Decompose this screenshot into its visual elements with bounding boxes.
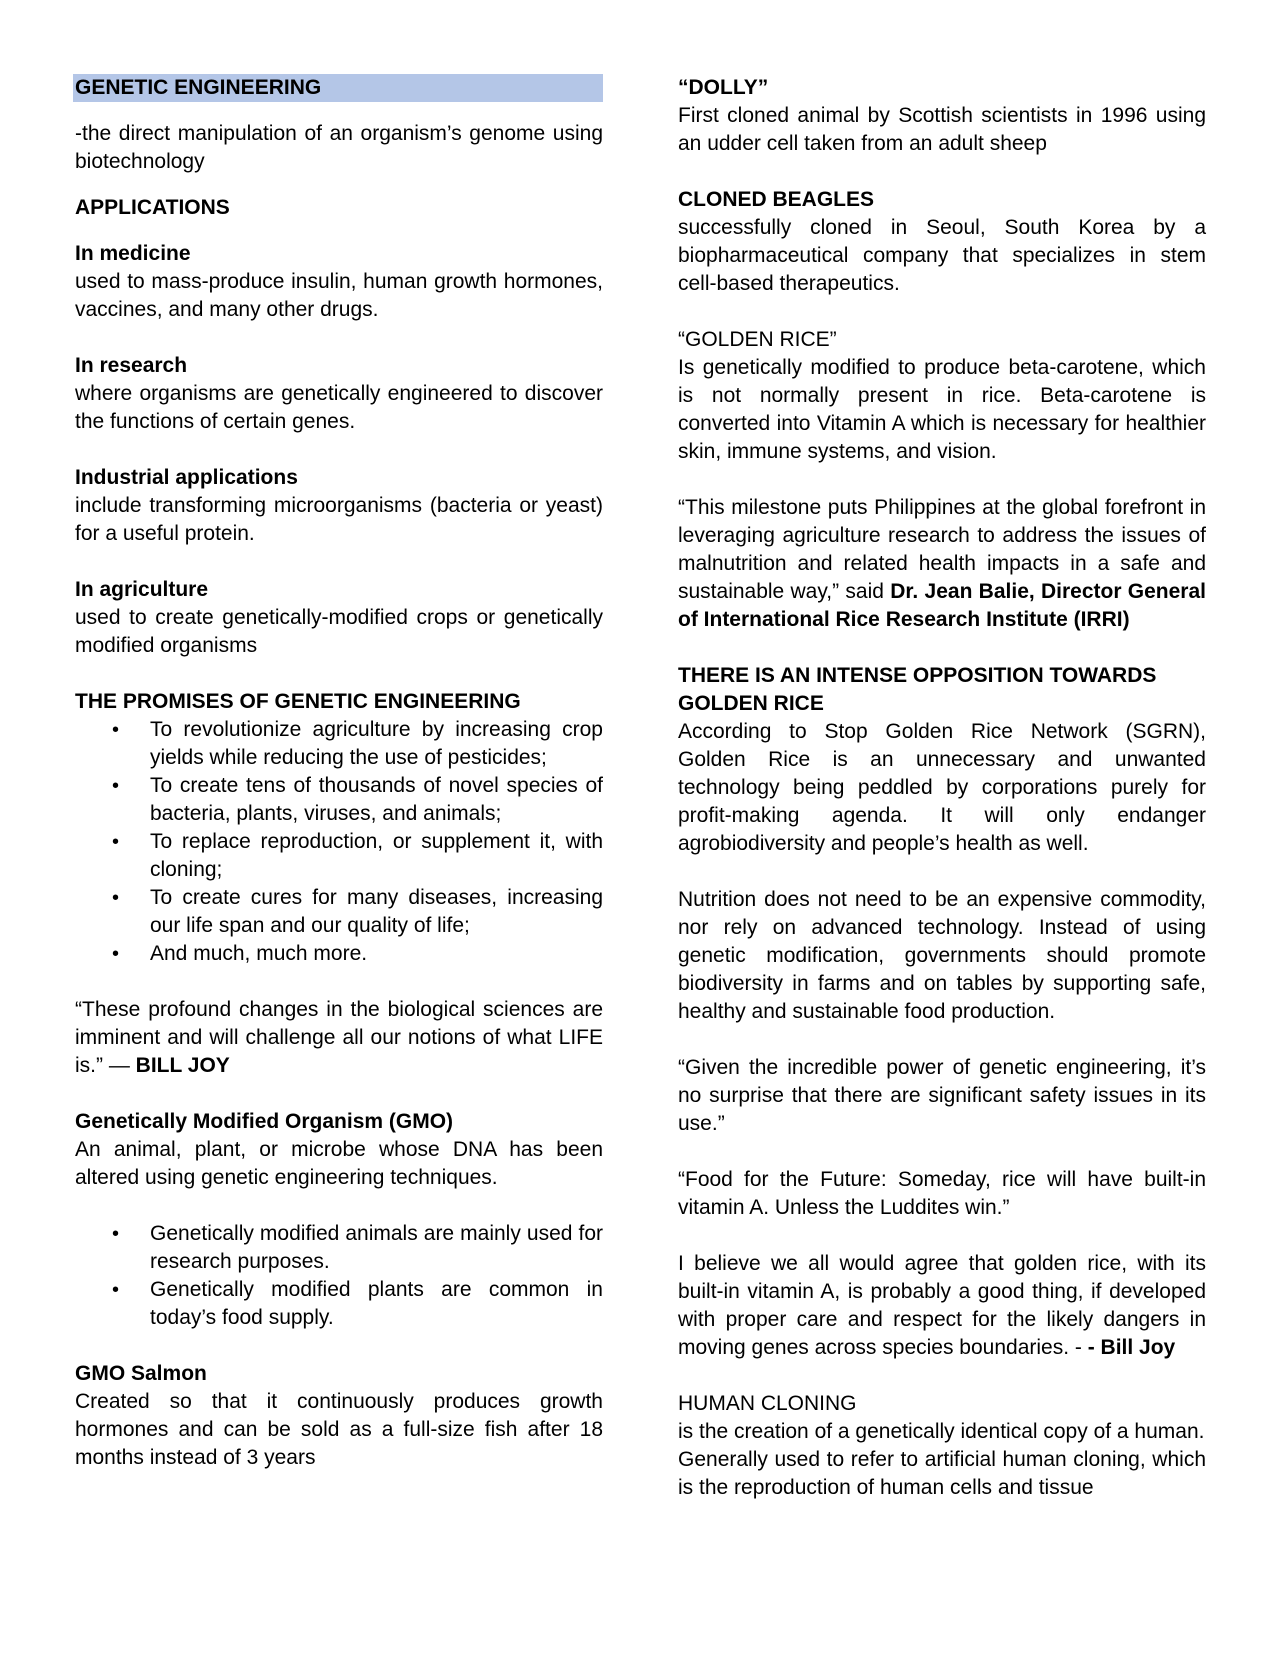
gmo-list	[75, 1220, 603, 1332]
industrial-heading: Industrial applications	[75, 466, 298, 489]
milestone-quote	[678, 494, 1206, 634]
beagles-text: successfully cloned in Seoul, South Korea by a biopharmaceutical company that specializes in stem cell-based therapeutics.	[678, 216, 1206, 295]
future-quote: “Food for the Future: Someday, rice will have built-in vitamin A. Unless the Luddites win.”	[678, 1168, 1206, 1219]
gmo-text: An animal, plant, or microbe whose DNA has been altered using genetic engineering techniques.	[75, 1138, 603, 1189]
left-column	[75, 74, 603, 1472]
promises-list	[75, 716, 603, 968]
promises-heading: THE PROMISES OF GENETIC ENGINEERING	[75, 690, 521, 713]
salmon-heading: GMO Salmon	[75, 1362, 207, 1385]
opposition-text: According to Stop Golden Rice Network (SGRN), Golden Rice is an unnecessary and unwanted technology being peddled by corporations purely for profit-making agenda. It will only endanger agrobiodiversity and people’s health as well.	[678, 720, 1206, 855]
cloning-heading: HUMAN CLONING	[678, 1392, 857, 1415]
list-item: • To replace reproduction, or supplement it, with cloning;	[150, 828, 603, 884]
dolly-heading: “DOLLY”	[678, 76, 769, 99]
believe-text: I believe we all would agree that golden rice, with its built-in vitamin A, is probably a good thing, if developed with proper care and respect for the likely dangers in moving genes across species boundaries. -	[678, 1252, 1206, 1359]
power-quote: “Given the incredible power of genetic engineering, it’s no surprise that there are significant safety issues in its use.”	[678, 1056, 1206, 1135]
beagles-heading: CLONED BEAGLES	[678, 188, 875, 211]
list-item: • To create tens of thousands of novel species of bacteria, plants, viruses, and animals;	[150, 772, 603, 828]
list-item: • To revolutionize agriculture by increasing crop yields while reducing the use of pesticides;	[150, 716, 603, 772]
agriculture-heading: In agriculture	[75, 578, 209, 601]
right-column	[678, 74, 1206, 1502]
list-item: • And much, much more.	[150, 940, 603, 968]
list-item: • Genetically modified animals are mainly used for research purposes.	[150, 1220, 603, 1276]
agriculture-text: used to create genetically-modified crops or genetically modified organisms	[75, 606, 603, 657]
medicine-text: used to mass-produce insulin, human growth hormones, vaccines, and many other drugs.	[75, 270, 603, 321]
medicine-heading: In medicine	[75, 242, 191, 265]
golden-rice-text: Is genetically modified to produce beta-carotene, which is not normally present in rice. Beta-carotene is converted into Vitamin A which is necessary for healthier skin, immune systems, and vision.	[678, 356, 1206, 463]
list-item: • To create cures for many diseases, increasing our life span and our quality of life;	[150, 884, 603, 940]
research-text: where organisms are genetically engineered to discover the functions of certain genes.	[75, 382, 603, 433]
industrial-text: include transforming microorganisms (bacteria or yeast) for a useful protein.	[75, 494, 603, 545]
opposition-heading: THERE IS AN INTENSE OPPOSITION TOWARDS GOLDEN RICE	[678, 664, 1157, 715]
cloning-text-1: is the creation of a genetically identical copy of a human.	[678, 1420, 1205, 1443]
quote-author: BILL JOY	[135, 1054, 230, 1077]
list-item: • Genetically modified plants are common in today’s food supply.	[150, 1276, 603, 1332]
document-title: GENETIC ENGINEERING	[73, 74, 603, 102]
nutrition-text: Nutrition does not need to be an expensive commodity, nor rely on advanced technology. Instead of using genetic modification, governments should promote biodiversity in farms and on tables by supporting safe, healthy and sustainable food production.	[678, 888, 1206, 1023]
quote-text: “These profound changes in the biological sciences are imminent and will challenge all our notions of what LIFE is.” —	[75, 998, 603, 1077]
gmo-heading: Genetically Modified Organism (GMO)	[75, 1110, 454, 1133]
salmon-text: Created so that it continuously produces growth hormones and can be sold as a full-size fish after 18 months instead of 3 years	[75, 1390, 603, 1469]
cloning-text-2: Generally used to refer to artificial human cloning, which is the reproduction of human cells and tissue	[678, 1448, 1206, 1499]
dolly-text: First cloned animal by Scottish scientists in 1996 using an udder cell taken from an adult sheep	[678, 104, 1206, 155]
believe-quote	[678, 1250, 1206, 1362]
golden-rice-heading: “GOLDEN RICE”	[678, 328, 837, 351]
milestone-author: Dr. Jean Balie, Director General of International Rice Research Institute (IRRI)	[678, 580, 1206, 631]
milestone-text: “This milestone puts Philippines at the global forefront in leveraging agriculture research to address the issues of malnutrition and related health impacts in a safe and sustainable way,” said	[678, 496, 1206, 603]
bill-joy-quote	[75, 996, 603, 1080]
applications-heading: APPLICATIONS	[75, 196, 230, 219]
believe-author: - Bill Joy	[1087, 1336, 1176, 1359]
definition-text: -the direct manipulation of an organism’s genome using biotechnology	[75, 122, 603, 173]
research-heading: In research	[75, 354, 188, 377]
